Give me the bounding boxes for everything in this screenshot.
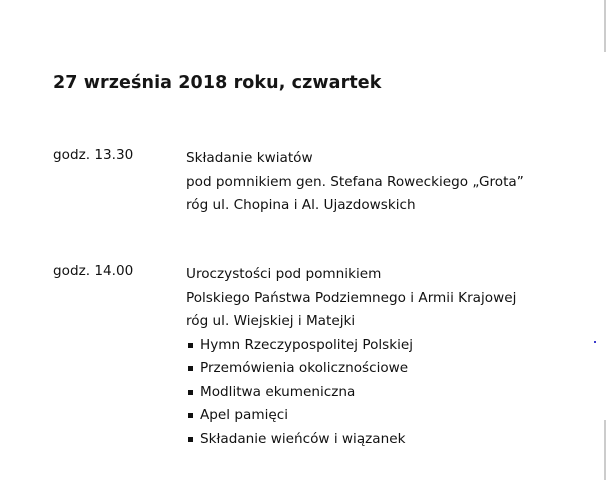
list-item — [186, 404, 586, 428]
event-description — [186, 263, 586, 451]
program-item-label: Składanie wieńców i wiązanek — [200, 430, 406, 447]
date-heading: 27 września 2018 roku, czwartek — [53, 73, 382, 93]
square-bullet-icon — [188, 437, 193, 442]
list-item — [186, 357, 586, 381]
square-bullet-icon — [188, 413, 193, 418]
square-bullet-icon — [188, 343, 193, 348]
event-time: godz. 13.30 — [53, 147, 134, 163]
event-title: Uroczystości pod pomnikiem — [186, 266, 382, 282]
square-bullet-icon — [188, 366, 193, 371]
event-location-monument: pod pomnikiem gen. Stefana Roweckiego „Grota” — [186, 173, 524, 190]
event-location-address: róg ul. Chopina i Al. Ujazdowskich — [186, 197, 416, 213]
program-item-label: Przemówienia okolicznościowe — [200, 360, 409, 376]
list-item — [186, 428, 586, 452]
event-description — [186, 147, 586, 218]
event-title: Składanie kwiatów — [186, 150, 313, 166]
stray-ink-dot — [594, 341, 596, 343]
square-bullet-icon — [188, 390, 193, 395]
event-location-monument: Polskiego Państwa Podziemnego i Armii Krajowej — [186, 289, 517, 306]
program-item-label: Hymn Rzeczypospolitej Polskiej — [200, 336, 414, 353]
list-item — [186, 381, 586, 405]
list-item — [186, 334, 586, 358]
program-item-label: Modlitwa ekumeniczna — [200, 383, 356, 400]
ceremony-program-list — [186, 334, 586, 452]
event-location-address: róg ul. Wiejskiej i Matejki — [186, 313, 356, 329]
event-time: godz. 14.00 — [53, 263, 134, 279]
program-item-label: Apel pamięci — [200, 407, 288, 423]
